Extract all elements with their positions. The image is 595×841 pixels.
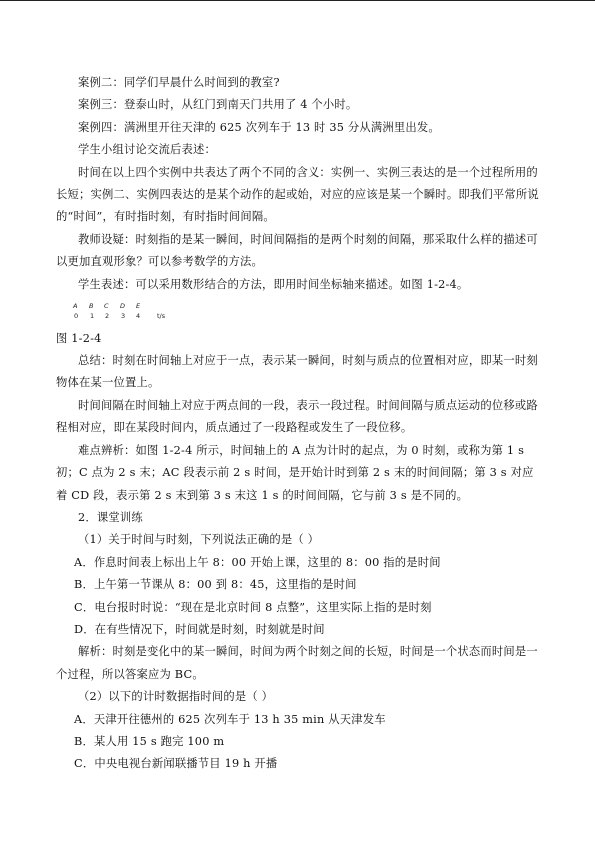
- analysis-paragraph: 时间在以上四个实例中共表达了两个不同的含义：实例一、实例三表达的是一个过程所用的长短；实例二、实例四表达的是某个动作的起或始，对应的应该是某一个瞬时。即我们平常所说的“时间”，有时指时刻，有时指时间间隔。: [56, 165, 539, 224]
- axis-tick-label: 1: [90, 312, 95, 321]
- axis-unit-label: t/s: [157, 312, 166, 321]
- case-two-text: 案例二：同学们早晨什么时间到的教室?: [78, 76, 280, 89]
- figure-caption: 图 1-2-4: [56, 332, 102, 346]
- axis-tick-label: 2: [105, 312, 110, 321]
- question-one-option-c: C．电台报时时说：“现在是北京时间 8 点整”，这里实际上指的是时刻: [74, 600, 432, 614]
- question-one-option-b: B．上午第一节课从 8：00 到 8：45，这里指的是时间: [74, 578, 357, 592]
- axis-tick-label: 3: [121, 312, 126, 321]
- case-four-text: 案例四：满洲里开往天津的 625 次列车于 13 时 35 分从满洲里出发。: [78, 120, 440, 134]
- axis-point-label: A: [73, 302, 78, 311]
- student-answer-paragraph: 学生表述：可以采用数形结合的方法，即用时间坐标轴来描述。如图 1-2-4。: [78, 277, 469, 291]
- interval-paragraph: 时间间隔在时间轴上对应于两点间的一段，表示一段过程。时间间隔与质点运动的位移或路程相对应，即在某段时间内，质点通过了一段路程或发生了一段位移。: [56, 398, 538, 435]
- group-discussion-text: 学生小组讨论交流后表述：: [78, 143, 216, 157]
- question-two-option-c: C．中央电视台新闻联播节目 19 h 开播: [74, 757, 278, 771]
- summary-paragraph: 总结：时刻在时间轴上对应于一点，表示某一瞬间，时刻与质点的位置相对应，即某一时刻物体在某一位置上。: [56, 354, 538, 390]
- time-axis-figure: [73, 298, 540, 328]
- top-border-line: [0, 0, 595, 1]
- teacher-question-paragraph: 教师设疑：时刻指的是某一瞬间，时间间隔指的是两个时刻的间隔，那采取什么样的描述可以更加直观形象？可以参考数学的方法。: [56, 232, 538, 269]
- question-two: （2）以下的计时数据指时间的是（ ）: [78, 690, 274, 704]
- question-two-option-a: A．天津开往德州的 625 次列车于 13 h 35 min 从天津发车: [74, 712, 386, 726]
- section-heading: 2．课堂训练: [78, 510, 143, 524]
- difficulty-paragraph: 难点辨析：如图 1-2-4 所示，时间轴上的 A 点为计时的起点，为 0 时刻，或称为第 1 s 初；C 点为 2 s 末；AC 段表示前 2 s 时间，是开始计时到第 2 s 末的时间间隔；第 3 s 对应着 CD 段，表示第 2 s 末到第 3 s 末这 1 s 的时间间隔，它与前 3 s 是不同的。: [56, 443, 534, 502]
- axis-tick-label: 4: [136, 312, 141, 321]
- question-one-option-a: A．作息时间表上标出上午 8：00 开始上课，这里的 8：00 指的是时间: [74, 555, 441, 569]
- axis-tick-label: 0: [74, 312, 79, 321]
- axis-point-label: C: [104, 302, 109, 311]
- question-two-option-b: B．某人用 15 s 跑完 100 m: [74, 734, 225, 748]
- case-three-text: 案例三：登泰山时，从红门到南天门共用了 4 个小时。: [78, 98, 358, 112]
- axis-point-label: D: [120, 302, 126, 311]
- document-body: [56, 72, 540, 776]
- question-one: （1）关于时间与时刻，下列说法正确的是（ ）: [78, 533, 320, 547]
- question-one-explanation: 解析：时刻是变化中的某一瞬间，时间为两个时刻之间的长短，时间是一个状态而时间是一个过程，所以答案应为 BC。: [56, 645, 538, 681]
- question-one-option-d: D．在有些情况下，时间就是时刻，时刻就是时间: [74, 622, 325, 636]
- axis-point-label: B: [89, 302, 94, 311]
- axis-point-label: E: [136, 302, 141, 311]
